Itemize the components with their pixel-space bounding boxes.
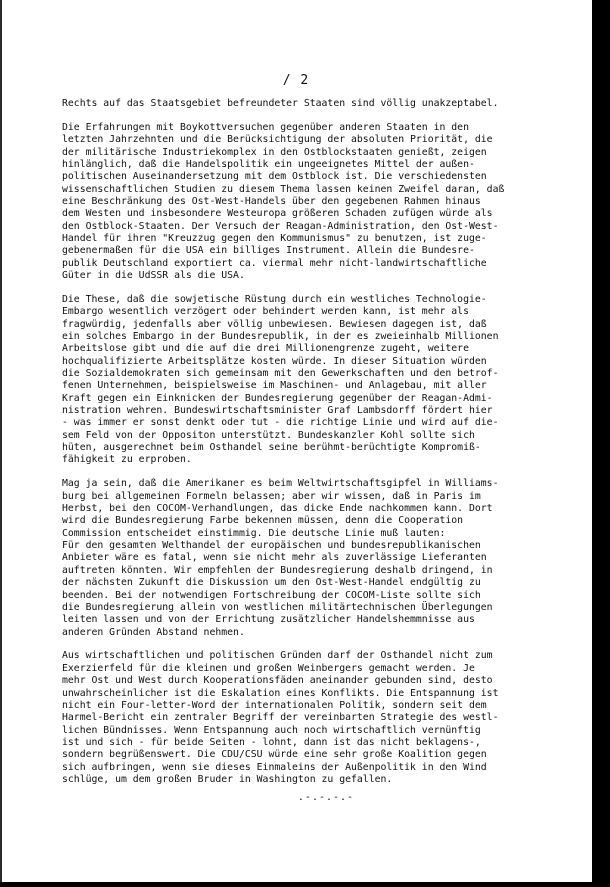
- paragraph: [62, 650, 590, 786]
- text-line: Mag ja sein, daß die Amerikaner es beim Weltwirtschaftsgipfel in Williams-: [62, 478, 499, 490]
- text-line: nicht ein Four-letter-Word der internationalen Politik, sondern seit dem: [62, 699, 487, 711]
- text-line: ein solches Embargo in der Bundesrepublik, in der es zweieinhalb Millionen: [62, 331, 499, 343]
- text-line: hüten, ausgerechnet beim Osthandel seine berühmt-berüchtigte Kompromiß-: [62, 442, 481, 454]
- text-line: Für den gesamten Welthandel der europäischen und bundesrepublikanischen: [62, 540, 481, 552]
- text-line: gebenermaßen für die USA ein billiges Instrument. Allein die Bundesre-: [62, 245, 475, 257]
- text-line: Anbieter wäre es fatal, wenn sie nicht mehr als zuverlässige Lieferanten: [62, 552, 487, 564]
- text-line: dem Westen und insbesondere Westeuropa größeren Schaden zufügen würde als: [62, 208, 493, 220]
- text-line: wird die Bundesregierung Farbe bekennen müssen, denn die Cooperation: [62, 515, 464, 527]
- text-line: Güter in die UdSSR als die USA.: [62, 270, 245, 282]
- text-line: anderen Gründen Abstand nehmen.: [62, 626, 245, 638]
- document-body: [62, 98, 590, 803]
- text-line: unwahrscheinlicher ist die Eskalation eines Konflikts. Die Entspannung ist: [62, 687, 499, 699]
- text-line: der nächsten Zukunft die Diskussion um den Ost-West-Handel endgültig zu: [62, 577, 481, 589]
- scan-left-edge: [0, 0, 2, 887]
- page-number: / 2: [282, 73, 310, 88]
- text-line: Die Erfahrungen mit Boykottversuchen gegenüber anderen Staaten in den: [62, 121, 469, 133]
- document-end-mark: .-.-.-.-: [297, 792, 355, 804]
- text-line: fenen Unternehmen, beispielsweise im Maschinen- und Anlagebau, mit aller: [62, 380, 487, 392]
- text-line: publik Deutschland exportiert ca. viermal mehr nicht-landwirtschaftliche: [62, 257, 487, 269]
- text-line: sondern begrüßenswert. Die CDU/CSU würde eine sehr große Koalition gegen: [62, 749, 487, 761]
- text-line: fragwürdig, jedenfalls aber völlig unbewiesen. Bewiesen dagegen ist, daß: [62, 318, 487, 330]
- text-line: sich aufbringen, wenn sie dieses Einmaleins der Außenpolitik in den Wind: [62, 761, 487, 773]
- scan-bottom-border: [0, 882, 610, 887]
- text-line: Exerzierfeld für die kleinen und großen Weinbergers gemacht werden. Je: [62, 662, 475, 674]
- text-line: fähigkeit zu erproben.: [62, 454, 192, 466]
- text-line: wissenschaftlichen Studien zu diesem Thema lassen keinen Zweifel daran, daß: [62, 183, 505, 195]
- scan-right-border: [592, 0, 610, 887]
- text-line: Aus wirtschaftlichen und politischen Gründen darf der Osthandel nicht zum: [62, 650, 493, 662]
- text-line: auftreten könnten. Wir empfehlen der Bundesregierung deshalb dringend, in: [62, 564, 493, 576]
- text-line: mehr Ost und West durch Kooperationsfäden aneinander gebunden sind, desto: [62, 675, 493, 687]
- paragraph-gap: [62, 110, 590, 122]
- text-line: nistration wehren. Bundeswirtschaftsminister Graf Lambsdorff fördert hier: [62, 405, 493, 417]
- text-line: politischen Auseinandersetzung mit dem Ostblock ist. Die verschiedensten: [62, 171, 487, 183]
- text-line: beenden. Bei der notwendigen Fortschreibung der COCOM-Liste sollte sich: [62, 589, 481, 601]
- text-line: Herbst, bei den COCOM-Verhandlungen, das dicke Ende nachkommen kann. Dort: [62, 503, 493, 515]
- paragraph-gap: [62, 639, 590, 651]
- text-line: hinlänglich, daß die Handelspolitik ein ungeeignetes Mittel der außen-: [62, 158, 475, 170]
- text-line: burg bei allgemeinen Formeln belassen; aber wir wissen, daß in Paris im: [62, 490, 481, 502]
- text-line: - was immer er sonst denkt oder tut - die richtige Linie und wird auf die-: [62, 417, 499, 429]
- text-line: hochqualifizierte Arbeitsplätze kosten würde. In dieser Situation würden: [62, 355, 487, 367]
- text-line: die Bundesregierung allein von westlichen militärtechnischen Überlegungen: [62, 601, 493, 613]
- text-line: Harmel-Bericht ein zentraler Begriff der vereinbarten Strategie des westl-: [62, 712, 499, 724]
- text-line: lichen Bündnisses. Wenn Entspannung auch noch wirtschaftlich vernünftig: [62, 724, 481, 736]
- text-line: der militärische Industriekomplex in den Ostblockstaaten genießt, zeigen: [62, 146, 487, 158]
- text-line: Embargo wesentlich verzögert oder behindert werden kann, ist mehr als: [62, 306, 469, 318]
- paragraph-gap: [62, 282, 590, 294]
- text-line: Commission entscheidet einstimmig. Die deutsche Linie muß lauten:: [62, 527, 446, 539]
- text-line: letzten Jahrzehnten und die Berücksichtigung der absoluten Priorität, die: [62, 134, 493, 146]
- text-line: eine Beschränkung des Ost-West-Handels über den gegebenen Rahmen hinaus: [62, 196, 481, 207]
- paragraph: [62, 98, 590, 110]
- text-line: Handel für ihren "Kreuzzug gegen den Kommunismus" zu benutzen, ist zuge-: [62, 233, 487, 245]
- paragraph-list: [62, 98, 590, 786]
- text-line: sem Feld von der Oppositon unterstützt. Bundeskanzler Kohl sollte sich: [62, 429, 475, 441]
- paragraph: [62, 478, 590, 638]
- text-line: Kraft gegen ein Einknicken der Bundesregierung gegenüber der Reagan-Admi-: [62, 392, 493, 404]
- text-line: Arbeitslose gibt und die auf die drei Millionengrenze zugeht, weitere: [62, 343, 469, 355]
- text-line: den Ostblock-Staaten. Der Versuch der Reagan-Administration, den Ost-West-: [62, 220, 499, 232]
- text-line: Rechts auf das Staatsgebiet befreundeter Staaten sind völlig unakzeptabel.: [62, 98, 499, 109]
- paragraph: [62, 122, 590, 282]
- text-line: die Sozialdemokraten sich gemeinsam mit den Gewerkschaften und den betrof-: [62, 368, 499, 380]
- text-line: Die These, daß die sowjetische Rüstung durch ein westliches Technologie-: [62, 294, 487, 305]
- paragraph: [62, 294, 590, 467]
- text-line: schlüge, um dem großen Bruder in Washington zu gefallen.: [62, 773, 393, 785]
- paragraph-gap: [62, 467, 590, 479]
- text-line: leiten lassen und von der Errichtung zusätzlicher Handelshemmnisse aus: [62, 614, 475, 626]
- text-line: ist und sich - für beide Seiten - lohnt, dann ist das nicht beklagens-,: [62, 736, 481, 748]
